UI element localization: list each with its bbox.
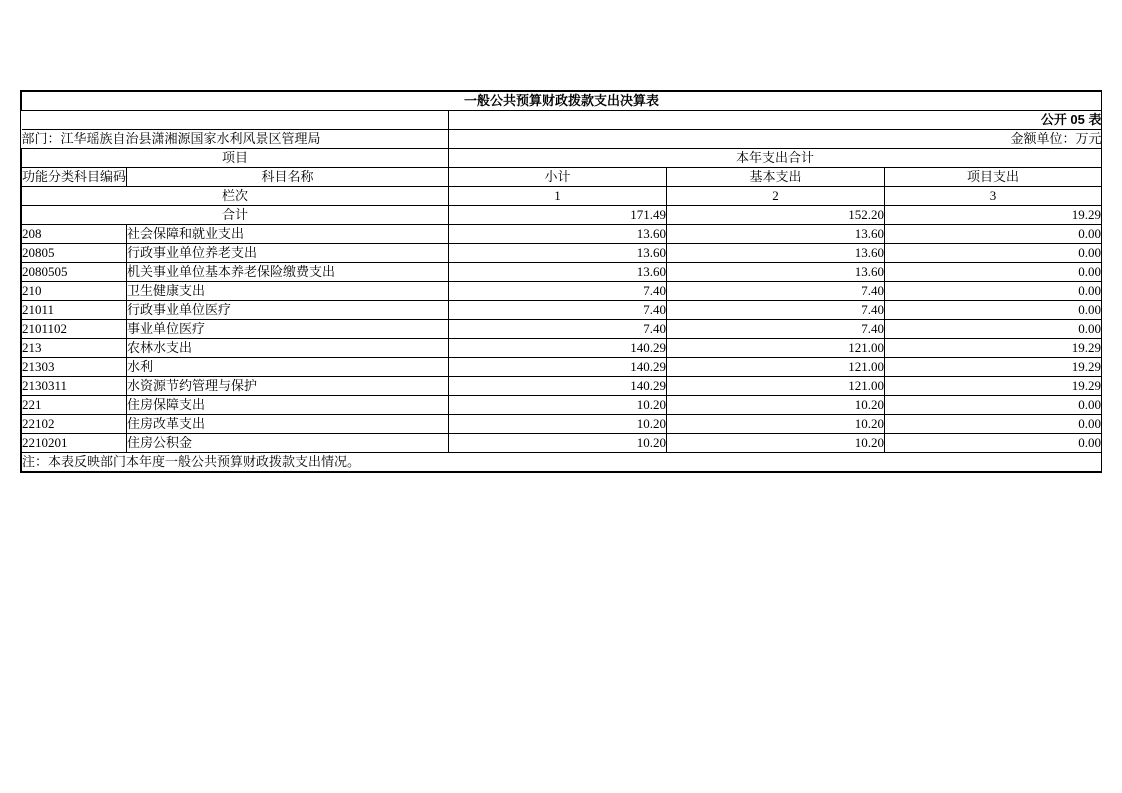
row-name: 社会保障和就业支出 (127, 225, 449, 244)
row-subtotal: 10.20 (449, 415, 667, 434)
table-title-row (22, 92, 1102, 111)
row-basic: 10.20 (667, 415, 885, 434)
public-row-left-spacer (22, 111, 449, 130)
row-project-expenditure: 0.00 (885, 434, 1102, 453)
row-name: 农林水支出 (127, 339, 449, 358)
row-name: 卫生健康支出 (127, 282, 449, 301)
row-subtotal: 7.40 (449, 320, 667, 339)
row-code: 2080505 (22, 263, 127, 282)
row-name: 行政事业单位养老支出 (127, 244, 449, 263)
table-note: 注：本表反映部门本年度一般公共预算财政拨款支出情况。 (22, 453, 1102, 472)
col-header-code: 功能分类科目编码 (22, 168, 127, 187)
row-basic: 10.20 (667, 396, 885, 415)
row-basic: 7.40 (667, 301, 885, 320)
column-header-row (22, 168, 1102, 187)
table-note-row (22, 453, 1102, 472)
row-name: 住房保障支出 (127, 396, 449, 415)
row-subtotal: 10.20 (449, 434, 667, 453)
table-row (22, 396, 1102, 415)
column-number-1: 1 (449, 187, 667, 206)
row-basic: 10.20 (667, 434, 885, 453)
amount-unit: 金额单位：万元 (449, 130, 1102, 149)
row-project-expenditure: 19.29 (885, 377, 1102, 396)
row-project-expenditure: 0.00 (885, 320, 1102, 339)
row-basic: 7.40 (667, 320, 885, 339)
row-basic: 13.60 (667, 244, 885, 263)
col-header-basic: 基本支出 (667, 168, 885, 187)
table-row (22, 320, 1102, 339)
page-title: 一般公共预算财政拨款支出决算表 (22, 92, 1102, 111)
row-project-expenditure: 0.00 (885, 396, 1102, 415)
row-code: 21303 (22, 358, 127, 377)
row-subtotal: 140.29 (449, 339, 667, 358)
row-project-expenditure: 19.29 (885, 339, 1102, 358)
row-project-expenditure: 0.00 (885, 282, 1102, 301)
row-code: 221 (22, 396, 127, 415)
public-table-number: 公开 05 表 (449, 111, 1102, 130)
group-header-row (22, 149, 1102, 168)
row-name: 事业单位医疗 (127, 320, 449, 339)
budget-table (21, 91, 1102, 472)
column-number-2: 2 (667, 187, 885, 206)
row-project-expenditure: 0.00 (885, 244, 1102, 263)
row-project-expenditure: 0.00 (885, 301, 1102, 320)
row-basic: 121.00 (667, 339, 885, 358)
table-row (22, 263, 1102, 282)
table-row-total (22, 206, 1102, 225)
group-header-year-total: 本年支出合计 (449, 149, 1102, 168)
row-subtotal: 140.29 (449, 358, 667, 377)
row-name: 行政事业单位医疗 (127, 301, 449, 320)
row-code: 21011 (22, 301, 127, 320)
group-header-project: 项目 (22, 149, 449, 168)
row-basic: 7.40 (667, 282, 885, 301)
row-subtotal: 10.20 (449, 396, 667, 415)
row-code: 210 (22, 282, 127, 301)
row-subtotal: 140.29 (449, 377, 667, 396)
table-row (22, 415, 1102, 434)
col-header-name: 科目名称 (127, 168, 449, 187)
table-row (22, 244, 1102, 263)
row-project-expenditure: 0.00 (885, 263, 1102, 282)
row-name: 住房改革支出 (127, 415, 449, 434)
row-subtotal: 13.60 (449, 244, 667, 263)
row-basic: 121.00 (667, 377, 885, 396)
department-name: 部门：江华瑶族自治县潇湘源国家水利风景区管理局 (22, 130, 449, 149)
row-code: 2130311 (22, 377, 127, 396)
total-subtotal: 171.49 (449, 206, 667, 225)
row-basic: 121.00 (667, 358, 885, 377)
table-row (22, 377, 1102, 396)
table-row (22, 282, 1102, 301)
row-subtotal: 13.60 (449, 263, 667, 282)
row-code: 2210201 (22, 434, 127, 453)
row-code: 22102 (22, 415, 127, 434)
column-number-row (22, 187, 1102, 206)
row-name: 住房公积金 (127, 434, 449, 453)
column-number-label: 栏次 (22, 187, 449, 206)
table-row (22, 339, 1102, 358)
department-row (22, 130, 1102, 149)
row-name: 机关事业单位基本养老保险缴费支出 (127, 263, 449, 282)
total-basic: 152.20 (667, 206, 885, 225)
row-project-expenditure: 0.00 (885, 225, 1102, 244)
total-label: 合计 (22, 206, 449, 225)
row-code: 20805 (22, 244, 127, 263)
table-row (22, 434, 1102, 453)
row-subtotal: 13.60 (449, 225, 667, 244)
row-basic: 13.60 (667, 263, 885, 282)
table-row (22, 358, 1102, 377)
row-subtotal: 7.40 (449, 282, 667, 301)
row-basic: 13.60 (667, 225, 885, 244)
col-header-subtotal: 小计 (449, 168, 667, 187)
table-row (22, 301, 1102, 320)
column-number-3: 3 (885, 187, 1102, 206)
row-project-expenditure: 0.00 (885, 415, 1102, 434)
total-project-expenditure: 19.29 (885, 206, 1102, 225)
row-project-expenditure: 19.29 (885, 358, 1102, 377)
row-code: 2101102 (22, 320, 127, 339)
row-name: 水资源节约管理与保护 (127, 377, 449, 396)
row-code: 213 (22, 339, 127, 358)
row-code: 208 (22, 225, 127, 244)
row-name: 水利 (127, 358, 449, 377)
public-label-row (22, 111, 1102, 130)
row-subtotal: 7.40 (449, 301, 667, 320)
col-header-project-expenditure: 项目支出 (885, 168, 1102, 187)
budget-expenditure-sheet (20, 90, 1102, 473)
table-row (22, 225, 1102, 244)
